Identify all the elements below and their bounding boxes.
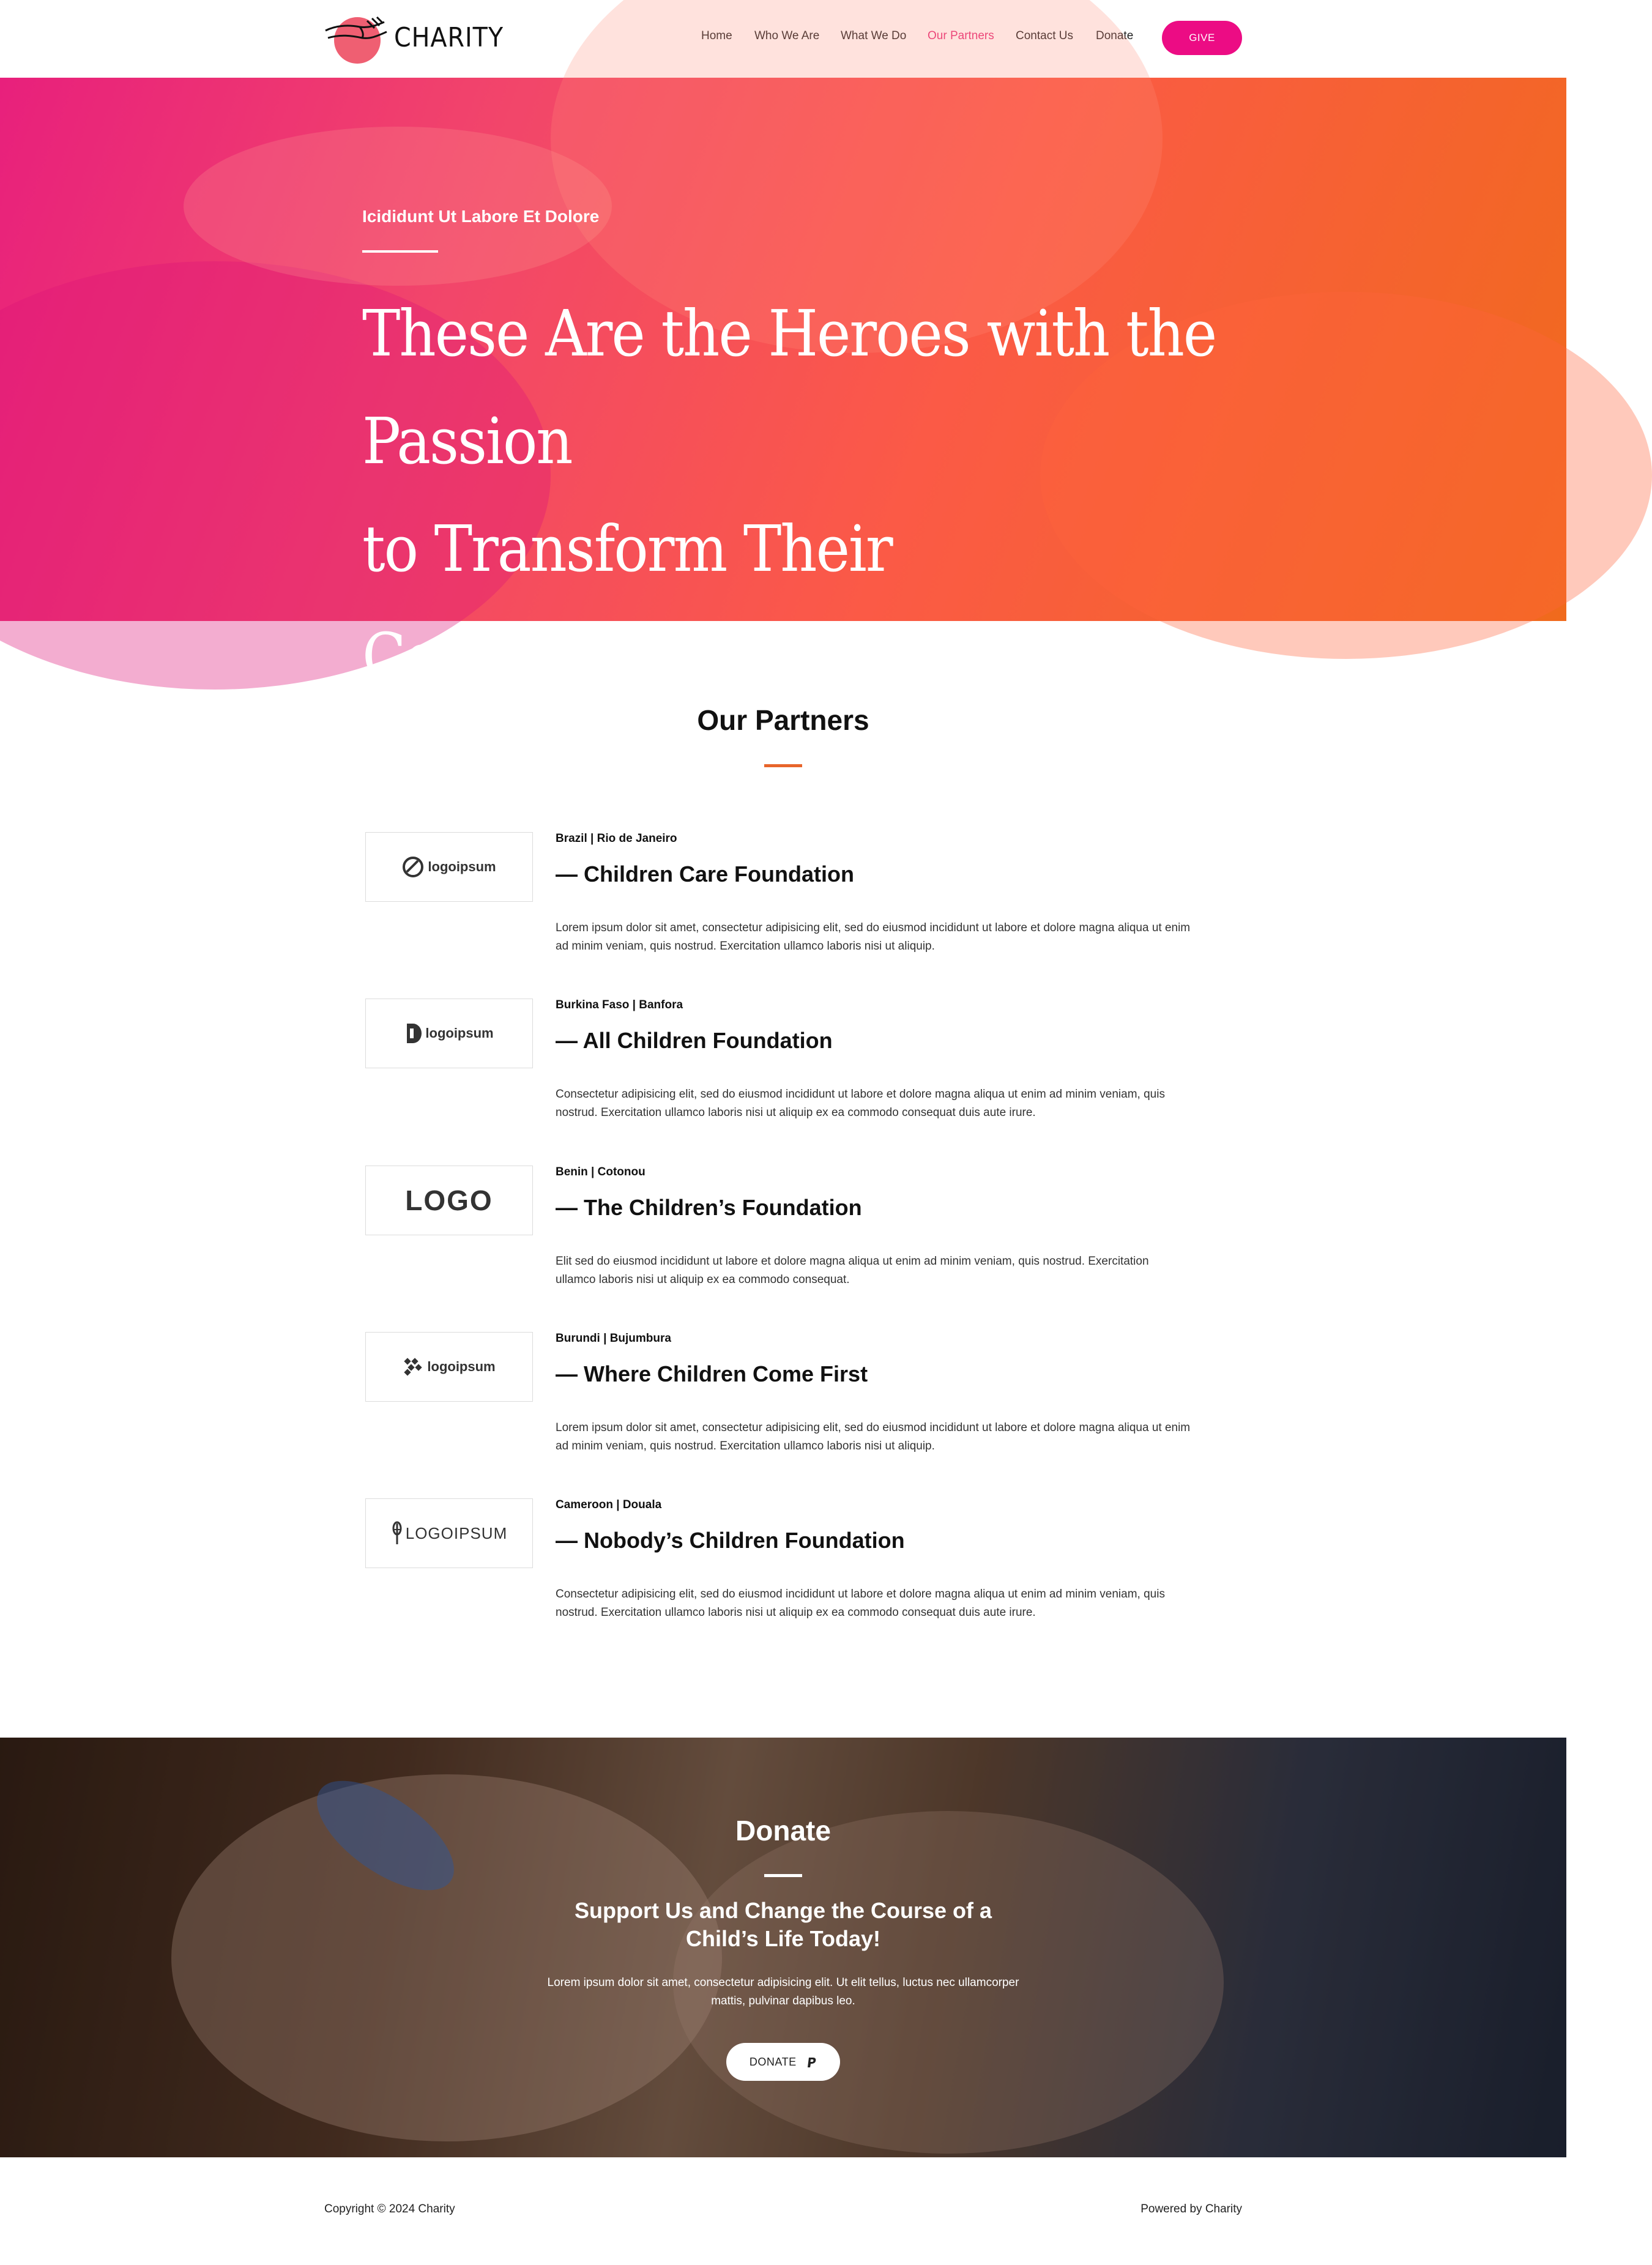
donate-divider [764,1874,802,1877]
partner-logo [365,1498,533,1568]
nav-home[interactable]: Home [701,29,732,42]
partner-logo-text: logoipsum [425,1025,494,1041]
donate-subtitle: Support Us and Change the Course of a Child’s Life Today! [574,1898,992,1951]
partner-name: — Children Care Foundation [556,861,855,887]
give-button[interactable]: GIVE [1162,21,1242,55]
partner-location: Burkina Faso | Banfora [556,999,683,1011]
nav-donate[interactable]: Donate [1096,29,1134,42]
partner-logo [365,832,533,902]
partner-logo [365,1166,533,1235]
partner-name: — The Children’s Foundation [556,1195,862,1220]
partner-item [0,999,1566,1139]
partner-location: Brazil | Rio de Janeiro [556,832,677,845]
partner-item [0,1498,1566,1639]
partner-item [0,832,1566,973]
partner-logo-text: LOGO [405,1185,493,1216]
partner-location: Burundi | Bujumbura [556,1332,671,1345]
hero-title [362,280,1219,710]
partner-item [0,1332,1566,1473]
partner-name: — All Children Foundation [556,1028,833,1053]
logo-text: CHARITY [394,22,504,53]
partner-description: Lorem ipsum dolor sit amet, consectetur adipisicing elit, sed do eiusmod incididunt ut labore et dolore magna aliqua ut enim ad minim veniam, quis nostrud. Exercitation ullamco laboris nisi ut aliquip. [556,1421,1191,1452]
hero-background-shape [184,127,612,286]
partner-logo [365,1332,533,1402]
footer-copyright: Copyright © 2024 Charity [324,2203,455,2215]
partner-description: Consectetur adipisicing elit, sed do eiusmod incididunt ut labore et dolore magna aliqua ut enim ad minim veniam, quis nostrud. Exercitation ullamco laboris nisi ut aliquip ex ea commodo consequat duis aute irure. [556,1588,1165,1619]
partner-name: — Where Children Come First [556,1361,868,1386]
logo-mark-icon [402,856,424,878]
partner-location: Benin | Cotonou [556,1166,646,1178]
donate-title: Donate [735,1815,831,1847]
donate-button-label: DONATE [749,2056,797,2068]
partner-description: Consectetur adipisicing elit, sed do eiusmod incididunt ut labore et dolore magna aliqua ut enim ad minim veniam, quis nostrud. Exercitation ullamco laboris nisi ut aliquip ex ea commodo consequat duis aute irure. [556,1088,1165,1119]
footer-powered-by[interactable]: Powered by Charity [1140,2203,1242,2215]
partner-logo-text: LOGOIPSUM [405,1523,508,1542]
logo-mark-icon [404,1022,423,1044]
partner-logo-text: logoipsum [428,859,496,874]
partners-title: Our Partners [697,704,869,736]
partner-logo [365,999,533,1068]
hero-subtitle: Icididunt Ut Labore Et Dolore [362,207,600,226]
nav-contact-us[interactable]: Contact Us [1016,29,1073,42]
hero-title-line: These Are the Heroes with the Passion [362,296,1216,478]
donate-text: Lorem ipsum dolor sit amet, consectetur adipisicing elit. Ut elit tellus, luctus nec ullamcorper mattis, pulvinar dapibus leo. [547,1976,1019,2007]
site-logo[interactable] [323,13,504,62]
paypal-icon [807,2057,817,2068]
nav-what-we-do[interactable]: What We Do [841,29,907,42]
logo-mark-icon [403,1358,423,1376]
partner-item [0,1166,1566,1306]
logo-mark-icon [391,1521,403,1545]
nav-our-partners[interactable]: Our Partners [928,29,994,42]
hero-divider [362,250,438,253]
partner-location: Cameroon | Douala [556,1498,662,1511]
donate-section [0,1738,1566,2157]
partner-name: — Nobody’s Children Foundation [556,1528,905,1553]
hero-title-line: to Transform Their Communities [362,511,892,694]
hero-banner [0,78,1566,694]
donate-button[interactable] [726,2043,840,2081]
partner-description: Elit sed do eiusmod incididunt ut labore et dolore magna aliqua ut enim ad minim veniam, quis nostrud. Exercitation ullamco laboris nisi ut aliquip ex ea commodo consequat. [556,1255,1149,1286]
partner-description: Lorem ipsum dolor sit amet, consectetur adipisicing elit, sed do eiusmod incididunt ut labore et dolore magna aliqua ut enim ad minim veniam, quis nostrud. Exercitation ullamco laboris nisi ut aliquip. [556,921,1191,953]
hands-icon [323,13,392,62]
site-footer [0,2157,1566,2265]
nav-who-we-are[interactable]: Who We Are [754,29,820,42]
partners-divider [764,764,802,767]
partner-logo-text: logoipsum [427,1359,496,1374]
